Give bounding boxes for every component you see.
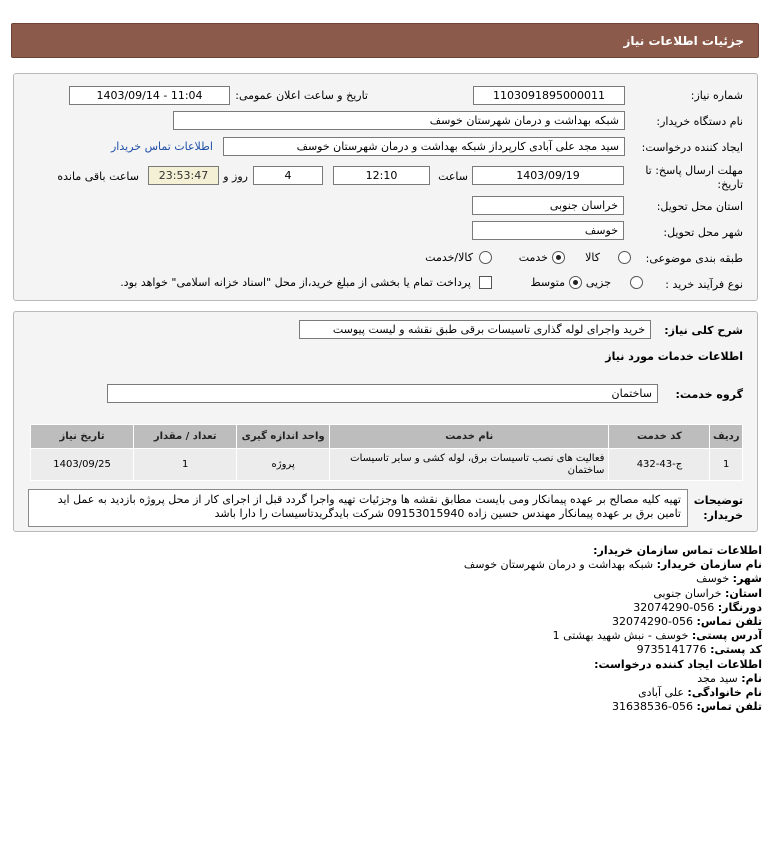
page-header (11, 23, 759, 58)
col-header-row-number: ردیف (710, 425, 743, 449)
remaining-label: ساعت باقی مانده (57, 170, 139, 183)
col-header-service-name: نام خدمت (330, 425, 609, 449)
cell-row-number: 1 (710, 449, 743, 481)
cell-quantity: 1 (134, 449, 237, 481)
services-heading: اطلاعات خدمات مورد نیاز (605, 350, 743, 363)
category-service-label: خدمت (518, 251, 548, 264)
remaining-time-field: 23:53:47 (148, 166, 219, 185)
city-field: خوسف (472, 221, 624, 240)
treasury-payment-note: پرداخت تمام یا بخشی از مبلغ خرید،از محل "اسناد خزانه اسلامی" خواهد بود. (120, 276, 471, 289)
contact-row-phone: تلفن تماس: 056-32074290 (612, 615, 762, 629)
need-details-panel (13, 73, 758, 301)
summary-field: خرید واجرای لوله گذاری تاسیسات برقی طبق نقشه و لیست پیوست (299, 320, 651, 339)
deadline-label: مهلت ارسال پاسخ: تا (645, 164, 743, 177)
process-medium-label: متوسط (530, 276, 565, 289)
col-header-need-date: تاریخ نیاز (31, 425, 134, 449)
col-header-service-code: کد خدمت (609, 425, 710, 449)
need-number-label: شماره نیاز: (690, 89, 743, 102)
contact-row-last-name: نام خانوادگی: علی آبادی (638, 686, 762, 700)
contact-row-first-name: نام: سید مجد (697, 671, 762, 685)
table-row (31, 449, 743, 481)
creator-field: سید مجد علی آبادی کارپرداز شبکه بهداشت و درمان شهرستان خوسف (223, 137, 625, 156)
contact-row-org-name: نام سازمان خریدار: شبکه بهداشت و درمان شهرستان خوسف (463, 558, 762, 572)
contact-row-province: استان: خراسان جنوبی (653, 586, 762, 600)
buyer-notes-label-2: خریدار: (703, 509, 743, 522)
contact-row-address: آدرس پستی: خوسف - نبش شهید بهشتی 1 (552, 629, 762, 643)
col-header-quantity: تعداد / مقدار (134, 425, 237, 449)
process-small-radio[interactable] (630, 276, 643, 289)
table-header-row (31, 425, 743, 449)
buyer-contact-link[interactable]: اطلاعات تماس خریدار (111, 140, 213, 153)
category-label: طبقه بندی موضوعی: (645, 252, 743, 265)
col-header-unit: واحد اندازه گیری (237, 425, 330, 449)
deadline-date-field: 1403/09/19 (472, 166, 624, 185)
buyer-notes-field: تهیه کلیه مصالح بر عهده پیمانکار ومی بایست مطابق نقشه ها وجزئیات تهیه واجرا گردد قبل از اجرای کار از محل پروژه بازدید به عمل اید تامین برق بر عهده پیمانکار مهندس حسین زاده 09153015940 شرکت بایدگریدتاسیسات را دارا باشد (28, 489, 688, 527)
announce-field: 1403/09/14 - 11:04 (69, 86, 230, 105)
service-group-field: ساختمان (107, 384, 658, 403)
summary-label: شرح کلی نیاز: (664, 324, 743, 337)
days-label: روز و (223, 170, 248, 183)
cell-need-date: 1403/09/25 (31, 449, 134, 481)
services-table (30, 424, 743, 481)
cell-unit: پروژه (237, 449, 330, 481)
cell-service-name: فعالیت های نصب تاسیسات برق، لوله کشی و سایر تاسیسات ساختمان (330, 449, 609, 481)
deadline-label-date: تاریخ: (717, 178, 743, 191)
deadline-time-label: ساعت (438, 170, 468, 183)
contact-row-creator-phone: تلفن تماس: 056-31638536 (612, 700, 762, 714)
treasury-payment-checkbox[interactable] (479, 276, 492, 289)
province-field: خراسان جنوبی (472, 196, 624, 215)
contact-row-creator-heading: اطلاعات ایجاد کننده درخواست: (594, 657, 762, 671)
contact-row-postal-code: کد پستی: 9735141776 (636, 643, 762, 657)
process-small-label: جزیی (585, 276, 611, 289)
need-number-field: 1103091895000011 (473, 86, 625, 105)
process-label: نوع فرآیند خرید : (665, 278, 743, 291)
category-goods-label: کالا (585, 251, 600, 264)
contact-row-fax: دورنگار: 056-32074290 (633, 600, 762, 614)
category-service-radio[interactable] (552, 251, 565, 264)
contact-row-org-heading: اطلاعات تماس سازمان خریدار: (593, 544, 762, 557)
category-goods-radio[interactable] (618, 251, 631, 264)
category-goods-service-radio[interactable] (479, 251, 492, 264)
buyer-notes-label: توضیحات (693, 494, 743, 507)
page-title: جزئیات اطلاعات نیاز (623, 34, 744, 48)
creator-label: ایجاد کننده درخواست: (641, 141, 743, 154)
days-field: 4 (253, 166, 323, 185)
contact-info (12, 544, 762, 714)
category-goods-service-label: کالا/خدمت (425, 251, 473, 264)
cell-service-code: ج-43-432 (609, 449, 710, 481)
city-label: شهر محل تحویل: (663, 226, 743, 239)
announce-label: تاریخ و ساعت اعلان عمومی: (235, 89, 368, 102)
province-label: استان محل تحویل: (656, 200, 743, 213)
process-medium-radio[interactable] (569, 276, 582, 289)
contact-row-city: شهر: خوسف (696, 572, 762, 586)
deadline-time-field: 12:10 (333, 166, 430, 185)
service-group-label: گروه خدمت: (675, 388, 743, 401)
buyer-field: شبکه بهداشت و درمان شهرستان خوسف (173, 111, 625, 130)
buyer-label: نام دستگاه خریدار: (656, 115, 743, 128)
